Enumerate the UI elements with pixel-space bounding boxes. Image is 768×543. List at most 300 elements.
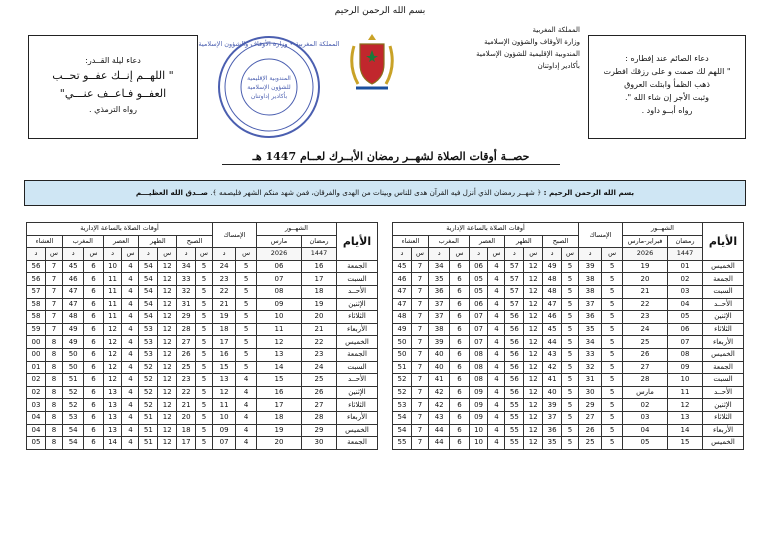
gregorian-date-cell: 28: [623, 374, 668, 387]
hour-cell: 6: [450, 323, 469, 336]
minute-cell: 08: [469, 361, 488, 374]
hour-cell: 4: [236, 386, 257, 399]
minute-cell: 53: [139, 336, 158, 349]
dua-line: العفــو فـاعــف عنـــي": [59, 87, 167, 100]
hour-cell: 4: [488, 273, 505, 286]
minute-cell: 58: [27, 298, 46, 311]
hour-cell: 7: [411, 437, 428, 450]
minute-cell: 34: [428, 260, 449, 273]
hour-cell: 5: [196, 273, 213, 286]
hijri-year: 1447: [302, 248, 337, 261]
minute-unit-header: د: [543, 248, 562, 261]
hour-cell: 8: [45, 411, 62, 424]
minute-cell: 13: [213, 374, 236, 387]
hour-cell: 5: [196, 311, 213, 324]
hour-cell: 12: [524, 323, 543, 336]
minute-cell: 29: [177, 311, 196, 324]
hour-cell: 5: [196, 336, 213, 349]
hour-cell: 5: [602, 285, 623, 298]
hour-cell: 5: [196, 399, 213, 412]
hijri-date-cell: 14: [668, 424, 703, 437]
day-cell: الخميس: [703, 437, 744, 450]
minute-cell: 46: [543, 311, 562, 324]
minute-cell: 09: [469, 399, 488, 412]
hour-cell: 8: [45, 399, 62, 412]
hijri-date-cell: 02: [668, 273, 703, 286]
gregorian-date-cell: 14: [257, 361, 302, 374]
hijri-date-cell: 01: [668, 260, 703, 273]
minute-cell: 57: [505, 285, 524, 298]
hour-cell: 4: [122, 437, 139, 450]
hour-cell: 6: [450, 273, 469, 286]
imsak-header: الإمساك: [213, 223, 257, 248]
hour-cell: 12: [158, 311, 177, 324]
hijri-date-cell: 08: [668, 348, 703, 361]
hour-cell: 12: [524, 399, 543, 412]
minute-unit-header: د: [469, 248, 488, 261]
official-stamp-icon: [198, 32, 340, 142]
dua-title: دعاء ليلة القــدر:: [85, 56, 141, 65]
hijri-date-cell: 09: [668, 361, 703, 374]
days-header: الأيام: [703, 223, 744, 261]
minute-cell: 32: [579, 361, 602, 374]
hour-cell: 7: [411, 285, 428, 298]
table-row: [393, 260, 744, 273]
hour-cell: 5: [602, 336, 623, 349]
day-cell: الثلاثاء: [337, 311, 378, 324]
minute-cell: 10: [213, 411, 236, 424]
gregorian-date-cell: 16: [257, 386, 302, 399]
minute-cell: 39: [543, 399, 562, 412]
hour-cell: 4: [488, 348, 505, 361]
days-header: الأيام: [337, 223, 378, 261]
day-cell: الجمعة: [337, 260, 378, 273]
hour-cell: 12: [524, 260, 543, 273]
minute-cell: 45: [62, 260, 83, 273]
hijri-date-cell: 21: [302, 323, 337, 336]
table-row: [27, 374, 378, 387]
table-row: [393, 411, 744, 424]
minute-cell: 30: [579, 386, 602, 399]
minute-cell: 05: [469, 273, 488, 286]
hour-cell: 6: [450, 424, 469, 437]
minute-cell: 11: [103, 285, 122, 298]
hijri-year: 1447: [668, 248, 703, 261]
minute-cell: 13: [103, 386, 122, 399]
minute-cell: 35: [543, 437, 562, 450]
minute-cell: 54: [139, 273, 158, 286]
hour-cell: 6: [84, 437, 103, 450]
hour-cell: 6: [450, 336, 469, 349]
minute-cell: 08: [469, 348, 488, 361]
hijri-date-cell: 18: [302, 285, 337, 298]
hour-cell: 12: [158, 361, 177, 374]
hour-cell: 4: [488, 424, 505, 437]
hour-cell: 4: [122, 424, 139, 437]
minute-cell: 08: [469, 374, 488, 387]
hour-cell: 12: [158, 273, 177, 286]
hour-cell: 12: [158, 399, 177, 412]
minute-cell: 49: [393, 323, 412, 336]
hour-cell: 6: [84, 285, 103, 298]
minute-cell: 09: [469, 386, 488, 399]
dua-line: " اللهــم إنــك عفــو تحــب: [52, 69, 174, 82]
hour-unit-header: س: [45, 248, 62, 261]
minute-cell: 46: [393, 273, 412, 286]
hour-cell: 8: [45, 386, 62, 399]
minute-cell: 40: [543, 386, 562, 399]
day-cell: السبت: [337, 273, 378, 286]
hour-cell: 5: [602, 298, 623, 311]
page-title: حصــة أوقات الصلاة لشهــر رمضان الأبــرك لعــام 1447 هـ: [222, 150, 560, 165]
hour-unit-header: س: [411, 248, 428, 261]
minute-cell: 19: [213, 311, 236, 324]
hour-cell: 5: [562, 285, 579, 298]
hour-cell: 12: [524, 348, 543, 361]
hour-cell: 8: [45, 336, 62, 349]
hour-cell: 7: [411, 260, 428, 273]
minute-cell: 45: [543, 323, 562, 336]
hour-cell: 8: [45, 361, 62, 374]
minute-cell: 54: [139, 260, 158, 273]
minute-cell: 11: [103, 273, 122, 286]
table-row: [393, 386, 744, 399]
hour-cell: 4: [488, 260, 505, 273]
gregorian-date-cell: 27: [623, 361, 668, 374]
hijri-date-cell: 25: [302, 374, 337, 387]
minute-cell: 22: [177, 386, 196, 399]
minute-cell: 42: [428, 386, 449, 399]
minute-unit-header: د: [213, 248, 236, 261]
gregorian-date-cell: 10: [257, 311, 302, 324]
minute-cell: 37: [428, 311, 449, 324]
hour-cell: 12: [158, 285, 177, 298]
minute-cell: 53: [139, 323, 158, 336]
minute-cell: 00: [27, 336, 46, 349]
hour-cell: 12: [158, 386, 177, 399]
minute-cell: 39: [428, 336, 449, 349]
minute-unit-header: د: [27, 248, 46, 261]
minute-cell: 56: [505, 348, 524, 361]
hour-cell: 7: [411, 399, 428, 412]
minute-cell: 42: [428, 399, 449, 412]
table-row: [393, 311, 744, 324]
minute-cell: 54: [139, 311, 158, 324]
table-row: [393, 437, 744, 450]
hour-cell: 6: [84, 411, 103, 424]
hour-cell: 6: [450, 348, 469, 361]
gregorian-date-cell: 19: [623, 260, 668, 273]
hour-cell: 12: [158, 437, 177, 450]
minute-cell: 44: [543, 336, 562, 349]
hour-cell: 5: [196, 298, 213, 311]
hour-cell: 7: [411, 348, 428, 361]
minute-cell: 41: [428, 374, 449, 387]
ministry-line: المندوبية الإقليمية للشؤون الإسلامية: [476, 50, 580, 58]
hour-cell: 6: [84, 374, 103, 387]
hour-cell: 5: [196, 285, 213, 298]
hour-cell: 6: [450, 399, 469, 412]
hour-cell: 6: [450, 311, 469, 324]
hour-cell: 5: [562, 273, 579, 286]
hour-cell: 4: [122, 348, 139, 361]
hour-cell: 7: [411, 298, 428, 311]
hijri-date-cell: 15: [668, 437, 703, 450]
gregorian-header: فبراير-مارس: [623, 235, 668, 248]
maghrib-header: المغرب: [62, 235, 103, 248]
table-row: [393, 361, 744, 374]
minute-cell: 10: [469, 424, 488, 437]
table-row: [27, 323, 378, 336]
minute-cell: 50: [393, 348, 412, 361]
minute-cell: 15: [213, 361, 236, 374]
gregorian-date-cell: 05: [623, 437, 668, 450]
minute-cell: 48: [393, 311, 412, 324]
minute-unit-header: د: [139, 248, 158, 261]
minute-unit-header: د: [579, 248, 602, 261]
gregorian-header: مارس: [257, 235, 302, 248]
minute-cell: 23: [177, 374, 196, 387]
hour-unit-header: س: [524, 248, 543, 261]
minute-cell: 10: [469, 437, 488, 450]
minute-cell: 11: [103, 311, 122, 324]
hour-cell: 4: [122, 411, 139, 424]
table-row: [393, 348, 744, 361]
hour-cell: 5: [562, 298, 579, 311]
hour-cell: 5: [196, 260, 213, 273]
minute-cell: 25: [579, 437, 602, 450]
minute-cell: 07: [469, 323, 488, 336]
minute-cell: 18: [213, 323, 236, 336]
hour-cell: 5: [236, 260, 257, 273]
minute-cell: 24: [213, 260, 236, 273]
minute-cell: 34: [579, 336, 602, 349]
minute-cell: 52: [139, 399, 158, 412]
hour-cell: 5: [562, 260, 579, 273]
minute-cell: 36: [543, 424, 562, 437]
hijri-date-cell: 29: [302, 424, 337, 437]
prayer-group-header: أوقات الصلاة بالساعة الإدارية: [27, 223, 213, 236]
hour-cell: 7: [45, 273, 62, 286]
hijri-date-cell: 17: [302, 273, 337, 286]
minute-cell: 32: [177, 285, 196, 298]
banner-bismillah: بسم الله الرحمن الرحيم :: [543, 188, 635, 197]
hour-cell: 4: [488, 323, 505, 336]
minute-cell: 55: [505, 424, 524, 437]
minute-cell: 01: [27, 361, 46, 374]
day-cell: الأربعاء: [337, 411, 378, 424]
gregorian-date-cell: 20: [257, 437, 302, 450]
hour-cell: 12: [158, 260, 177, 273]
minute-cell: 43: [428, 411, 449, 424]
hour-cell: 12: [524, 424, 543, 437]
table-row: [27, 399, 378, 412]
hour-cell: 4: [488, 386, 505, 399]
hour-cell: 6: [84, 273, 103, 286]
hour-cell: 4: [236, 411, 257, 424]
gregorian-year: 2026: [257, 248, 302, 261]
minute-cell: 12: [103, 348, 122, 361]
hour-cell: 12: [158, 411, 177, 424]
gregorian-date-cell: 12: [257, 336, 302, 349]
ramadan-header: رمضان: [668, 235, 703, 248]
table-row: [27, 361, 378, 374]
minute-cell: 57: [505, 298, 524, 311]
minute-cell: 50: [62, 361, 83, 374]
day-cell: الإثنين: [703, 399, 744, 412]
hour-cell: 6: [450, 361, 469, 374]
minute-cell: 17: [177, 437, 196, 450]
minute-unit-header: د: [428, 248, 449, 261]
minute-cell: 16: [213, 348, 236, 361]
minute-cell: 51: [62, 374, 83, 387]
prayer-table-right: [392, 222, 744, 450]
hijri-date-cell: 19: [302, 298, 337, 311]
minute-cell: 56: [27, 273, 46, 286]
hour-cell: 12: [524, 285, 543, 298]
table-row: [393, 399, 744, 412]
minute-cell: 37: [428, 298, 449, 311]
prayer-group-header: أوقات الصلاة بالساعة الإدارية: [393, 223, 579, 236]
minute-cell: 52: [139, 386, 158, 399]
hour-cell: 6: [84, 361, 103, 374]
minute-cell: 13: [103, 411, 122, 424]
hijri-date-cell: 07: [668, 336, 703, 349]
minute-cell: 52: [139, 361, 158, 374]
minute-cell: 38: [579, 273, 602, 286]
hour-cell: 5: [196, 386, 213, 399]
banner-sadaqa: صــدق الله العظيـــم: [135, 188, 208, 197]
table-row: [393, 323, 744, 336]
minute-cell: 12: [103, 361, 122, 374]
hour-cell: 5: [602, 411, 623, 424]
minute-cell: 46: [62, 273, 83, 286]
minute-cell: 44: [428, 424, 449, 437]
gregorian-date-cell: 02: [623, 399, 668, 412]
dhuhr-header: الظهر: [505, 235, 543, 248]
fajr-header: الصبح: [177, 235, 213, 248]
gregorian-date-cell: مارس: [623, 386, 668, 399]
day-cell: الأحــد: [337, 285, 378, 298]
minute-cell: 31: [579, 374, 602, 387]
dua-title: دعاء الصائم عند إفطاره :: [625, 54, 709, 63]
day-cell: الأحــد: [703, 298, 744, 311]
hour-cell: 4: [122, 374, 139, 387]
minute-unit-header: د: [62, 248, 83, 261]
minute-cell: 54: [393, 424, 412, 437]
hijri-date-cell: 27: [302, 399, 337, 412]
minute-cell: 55: [505, 399, 524, 412]
minute-cell: 53: [62, 411, 83, 424]
day-cell: الأربعاء: [703, 424, 744, 437]
hijri-date-cell: 22: [302, 336, 337, 349]
hour-unit-header: س: [562, 248, 579, 261]
hour-cell: 5: [236, 311, 257, 324]
hour-cell: 12: [524, 411, 543, 424]
minute-cell: 49: [62, 323, 83, 336]
minute-cell: 47: [62, 285, 83, 298]
minute-cell: 54: [139, 298, 158, 311]
hour-cell: 5: [562, 437, 579, 450]
minute-cell: 56: [505, 323, 524, 336]
hour-cell: 5: [196, 361, 213, 374]
hour-cell: 4: [122, 273, 139, 286]
table-row: [393, 374, 744, 387]
hour-cell: 6: [84, 386, 103, 399]
hour-unit-header: س: [450, 248, 469, 261]
hour-cell: 5: [602, 260, 623, 273]
minute-cell: 43: [543, 348, 562, 361]
hour-cell: 4: [122, 260, 139, 273]
minute-cell: 40: [428, 361, 449, 374]
dua-source: رواه الترمذي .: [88, 105, 137, 114]
imsak-header: الإمساك: [579, 223, 623, 248]
gregorian-date-cell: 24: [623, 323, 668, 336]
minute-cell: 56: [505, 361, 524, 374]
table-row: [27, 424, 378, 437]
ministry-header: [430, 24, 580, 72]
quran-verse-banner: [24, 180, 746, 206]
hour-cell: 12: [524, 374, 543, 387]
hijri-date-cell: 28: [302, 411, 337, 424]
hour-cell: 5: [236, 298, 257, 311]
table-row: [27, 348, 378, 361]
hour-cell: 7: [45, 311, 62, 324]
minute-cell: 04: [27, 424, 46, 437]
day-cell: الإثنين: [337, 298, 378, 311]
table-row: [27, 411, 378, 424]
hour-unit-header: س: [488, 248, 505, 261]
minute-cell: 35: [579, 323, 602, 336]
day-cell: الأحــد: [337, 374, 378, 387]
hour-cell: 7: [411, 411, 428, 424]
day-cell: السبت: [703, 285, 744, 298]
day-cell: الخميس: [337, 424, 378, 437]
day-cell: الثلاثاء: [703, 411, 744, 424]
hour-cell: 4: [236, 424, 257, 437]
hijri-date-cell: 20: [302, 311, 337, 324]
hour-cell: 7: [411, 311, 428, 324]
hour-cell: 7: [411, 386, 428, 399]
minute-cell: 42: [543, 361, 562, 374]
hour-cell: 5: [602, 386, 623, 399]
hijri-date-cell: 13: [668, 411, 703, 424]
dua-line: ذهب الظمأ وابتلت العروق: [624, 80, 710, 89]
minute-cell: 52: [393, 374, 412, 387]
minute-cell: 13: [103, 424, 122, 437]
hour-cell: 5: [196, 348, 213, 361]
months-header: الشهــور: [257, 223, 337, 236]
minute-cell: 49: [543, 260, 562, 273]
hour-cell: 12: [158, 336, 177, 349]
hour-cell: 4: [122, 336, 139, 349]
hijri-date-cell: 04: [668, 298, 703, 311]
hour-cell: 12: [158, 348, 177, 361]
table-row: [27, 311, 378, 324]
ramadan-header: رمضان: [302, 235, 337, 248]
hour-cell: 6: [84, 399, 103, 412]
day-cell: الثلاثاء: [703, 323, 744, 336]
minute-cell: 52: [62, 399, 83, 412]
minute-cell: 45: [393, 260, 412, 273]
hour-cell: 5: [562, 336, 579, 349]
minute-cell: 48: [543, 285, 562, 298]
gregorian-date-cell: 08: [257, 285, 302, 298]
minute-cell: 27: [579, 411, 602, 424]
hijri-date-cell: 06: [668, 323, 703, 336]
gregorian-date-cell: 26: [623, 348, 668, 361]
minute-cell: 52: [139, 374, 158, 387]
